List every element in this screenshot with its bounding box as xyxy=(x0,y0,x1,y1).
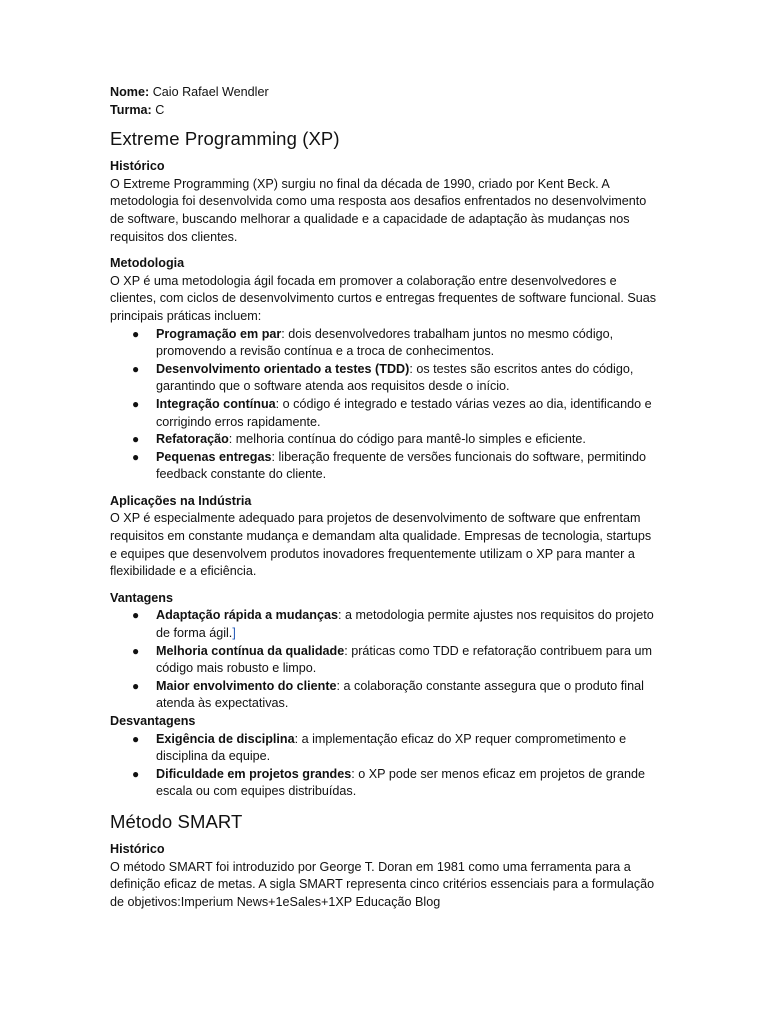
list-item-term: Refatoração xyxy=(156,432,229,447)
xp-historico-heading: Histórico xyxy=(110,159,165,174)
xp-aplicacoes-text: O XP é especialmente adequado para projetos de desenvolvimento de software que enfrentam requisitos em constante mudança e demandam alta qualidade. Empresas de tecnologia, startups e equipes que desenvolvem produtos inovadores frequentemente utilizam o XP para manter a flexibilidade e a eficiência. xyxy=(110,511,652,579)
list-item xyxy=(110,731,658,766)
name-label: Nome: xyxy=(110,85,150,99)
student-name-line xyxy=(110,84,658,102)
bullet-icon: ● xyxy=(132,449,140,464)
bullet-icon: ● xyxy=(132,432,140,447)
xp-title: Extreme Programming (XP) xyxy=(110,128,340,150)
smart-historico-heading: Histórico xyxy=(110,841,165,856)
list-item xyxy=(110,431,658,449)
list-item-desc: : o XP pode ser menos eficaz em projetos de grande escala ou com equipes distribuídas. xyxy=(156,766,646,799)
list-item xyxy=(110,643,658,678)
xp-vantagens-heading: Vantagens xyxy=(110,590,173,605)
smart-historico-text: O método SMART foi introduzido por George T. Doran em 1981 como uma ferramenta para a definição eficaz de metas. A sigla SMART representa cinco critérios essenciais para a formulação de objetivos:Imperium News+1eSales+1XP Educação Blog xyxy=(110,859,655,909)
list-item xyxy=(110,678,658,713)
list-item xyxy=(110,396,658,431)
bullet-icon: ● xyxy=(132,766,140,781)
list-item-desc: : dois desenvolvedores trabalham juntos no mesmo código, promovendo a revisão contínua e a troca de conhecimentos. xyxy=(156,326,614,359)
list-item-desc: : liberação frequente de versões funcionais do software, permitindo feedback constante do cliente. xyxy=(156,449,647,482)
list-item xyxy=(110,449,658,484)
class-label: Turma: xyxy=(110,102,152,117)
list-item-term: Integração contínua xyxy=(156,396,276,411)
list-item-term: Exigência de disciplina xyxy=(156,731,295,746)
list-item xyxy=(110,607,658,642)
bullet-icon: ● xyxy=(132,361,140,376)
list-item-desc: : práticas como TDD e refatoração contribuem para um código mais robusto e limpo. xyxy=(156,643,652,676)
xp-practices-list xyxy=(110,326,658,484)
list-item-desc: : a implementação eficaz do XP requer comprometimento e disciplina da equipe. xyxy=(156,731,627,764)
list-item-term: Pequenas entregas xyxy=(156,449,272,464)
list-item-desc: : melhoria contínua do código para mantê-lo simples e eficiente. xyxy=(228,432,586,447)
list-item-desc: : a colaboração constante assegura que o produto final atenda às expectativas. xyxy=(156,678,644,711)
xp-aplicacoes-heading: Aplicações na Indústria xyxy=(110,493,252,508)
bullet-icon: ● xyxy=(132,678,140,693)
student-class-line xyxy=(110,102,658,120)
xp-desvantagens-heading: Desvantagens xyxy=(110,714,196,728)
bullet-icon: ● xyxy=(132,643,140,658)
list-item-desc: : os testes são escritos antes do código, garantindo que o software atenda aos requisitos desde o início. xyxy=(156,361,634,394)
bullet-icon: ● xyxy=(132,731,140,746)
list-item-term: Programação em par xyxy=(156,326,282,341)
citation-link[interactable]: ] xyxy=(232,626,236,641)
list-item-term: Maior envolvimento do cliente xyxy=(156,678,337,693)
bullet-icon: ● xyxy=(132,396,140,411)
list-item xyxy=(110,326,658,361)
class-value: C xyxy=(155,102,165,117)
document-page xyxy=(110,84,658,920)
name-value: Caio Rafael Wendler xyxy=(152,85,269,99)
list-item-term: Adaptação rápida a mudanças xyxy=(156,608,338,623)
bullet-icon: ● xyxy=(132,608,140,623)
smart-title: Método SMART xyxy=(110,810,243,832)
list-item-term: Dificuldade em projetos grandes xyxy=(156,766,352,781)
list-item-desc: : o código é integrado e testado várias vezes ao dia, identificando e corrigindo erros rapidamente. xyxy=(156,396,652,429)
xp-desvantagens-list xyxy=(110,731,658,801)
xp-vantagens-list xyxy=(110,607,658,713)
bullet-icon: ● xyxy=(132,326,140,341)
list-item xyxy=(110,766,658,801)
list-item-term: Melhoria contínua da qualidade xyxy=(156,643,345,658)
xp-historico-text: O Extreme Programming (XP) surgiu no final da década de 1990, criado por Kent Beck. A metodologia foi desenvolvida como uma resposta aos desafios enfrentados no desenvolvimento de software, buscando melhorar a qualidade e a capacidade de adaptação às mudanças nos requisitos dos clientes. xyxy=(110,176,647,244)
xp-metodologia-text: O XP é uma metodologia ágil focada em promover a colaboração entre desenvolvedores e clientes, com ciclos de desenvolvimento curtos e entregas frequentes de software funcional. Suas principais práticas incluem: xyxy=(110,273,657,323)
list-item-term: Desenvolvimento orientado a testes (TDD) xyxy=(156,361,410,376)
xp-metodologia-heading: Metodologia xyxy=(110,256,185,271)
list-item xyxy=(110,361,658,396)
list-item-desc: : a metodologia permite ajustes nos requisitos do projeto de forma ágil. xyxy=(156,608,654,641)
